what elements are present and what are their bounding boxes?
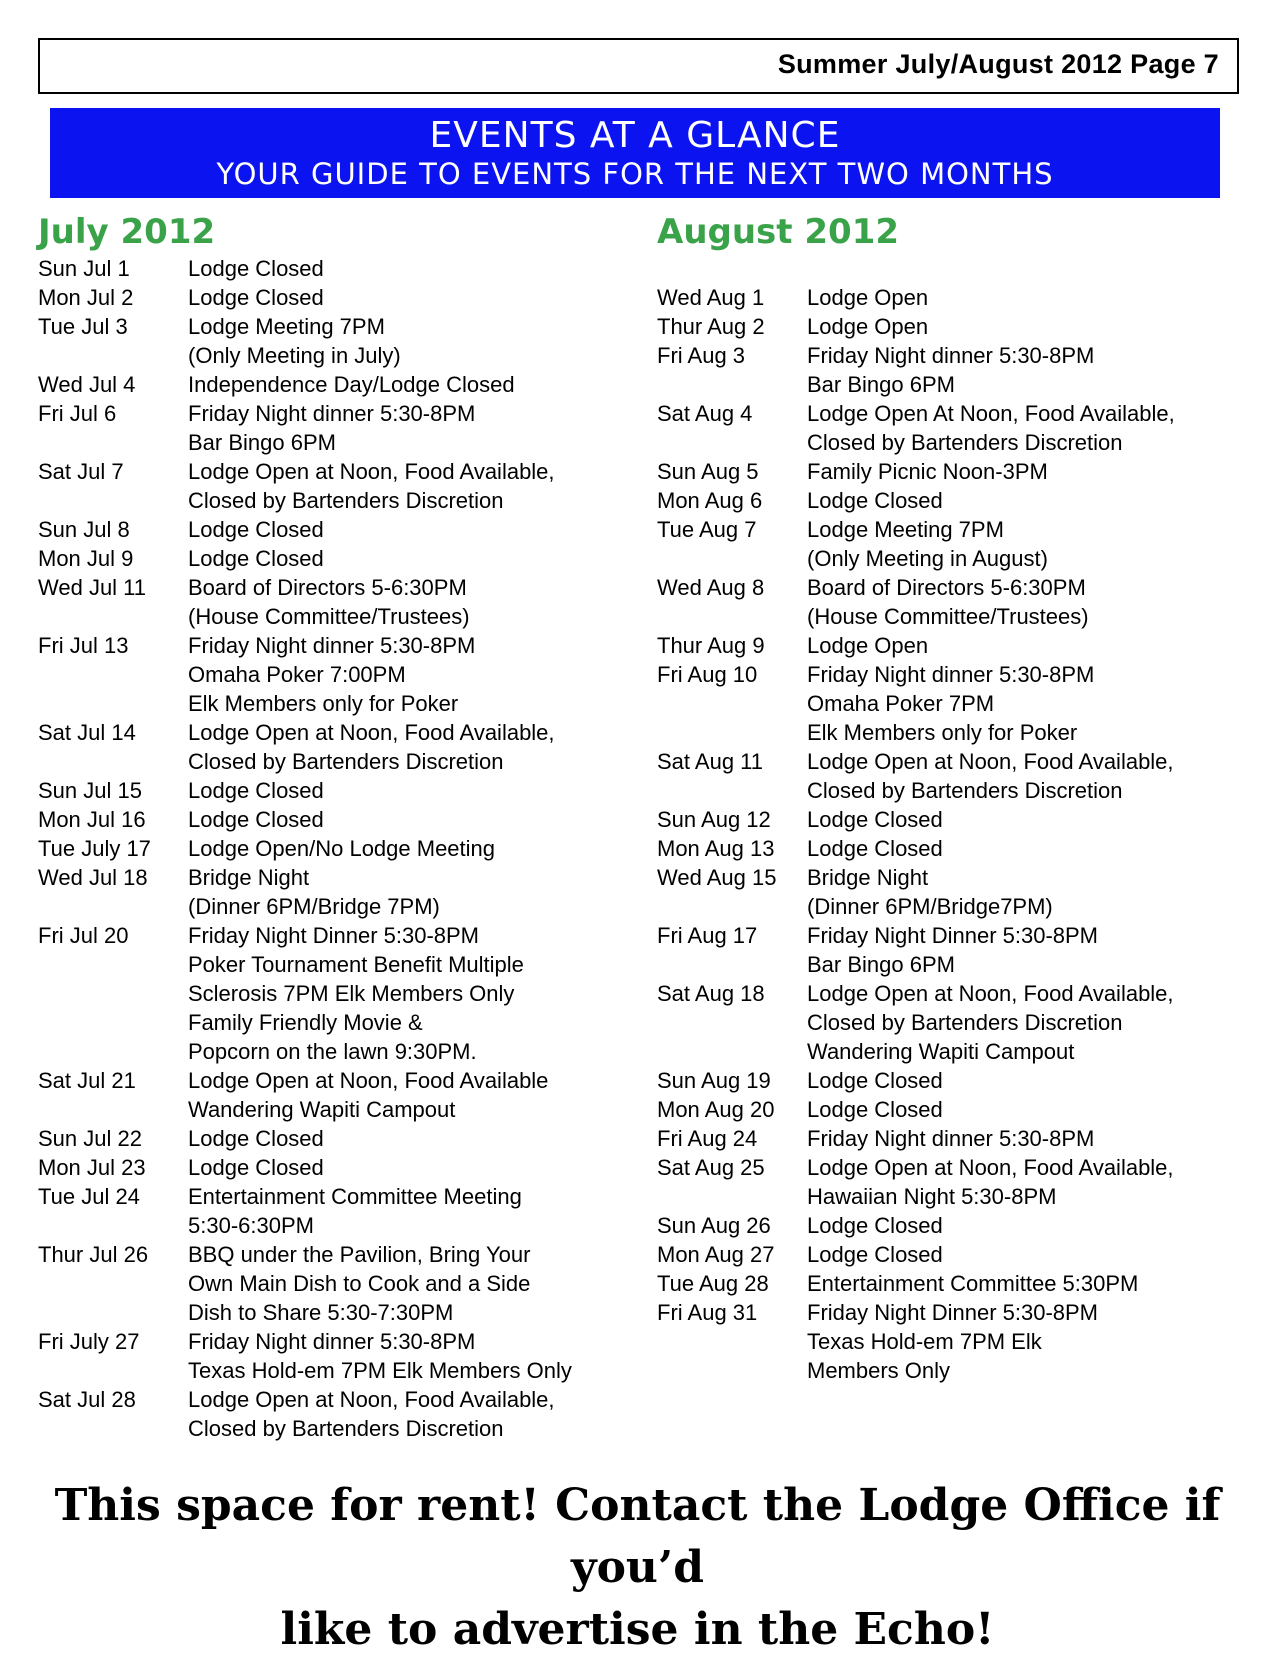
event-line: Lodge Open at Noon, Food Available, [807, 1155, 1174, 1180]
event-line: Closed by Bartenders Discretion [807, 778, 1123, 803]
event-line: Closed by Bartenders Discretion [188, 749, 504, 774]
event-line: Bar Bingo 6PM [807, 372, 955, 397]
event-description [807, 631, 1257, 660]
event-row [657, 283, 1257, 312]
event-line: Family Friendly Movie & [188, 1010, 423, 1035]
event-row [38, 283, 638, 312]
event-date: Fri July 27 [38, 1329, 140, 1354]
event-description [807, 1240, 1257, 1269]
event-line: Closed by Bartenders Discretion [807, 1010, 1123, 1035]
event-description [807, 1066, 1257, 1095]
event-line: (House Committee/Trustees) [188, 604, 470, 629]
event-date: Fri Jul 13 [38, 633, 129, 658]
event-line: (Only Meeting in August) [807, 546, 1048, 571]
event-row [657, 660, 1257, 747]
event-row [657, 1269, 1257, 1298]
event-line: 5:30-6:30PM [188, 1213, 314, 1238]
event-line: Own Main Dish to Cook and a Side [188, 1271, 531, 1296]
july-event-list [38, 254, 638, 1443]
event-date: Wed Aug 8 [657, 575, 765, 600]
event-description [807, 660, 1257, 747]
event-row [657, 486, 1257, 515]
event-line: Lodge Closed [807, 1242, 943, 1267]
event-description [188, 312, 638, 370]
event-date: Tue July 17 [38, 836, 151, 861]
event-date: Sun Aug 12 [657, 807, 771, 832]
event-row [657, 1095, 1257, 1124]
event-description [807, 805, 1257, 834]
event-line: Friday Night dinner 5:30-8PM [807, 1126, 1095, 1151]
event-line: Lodge Closed [807, 488, 943, 513]
event-line: Wandering Wapiti Campout [807, 1039, 1075, 1064]
event-row [657, 921, 1257, 979]
event-row [38, 1182, 638, 1240]
event-line: Lodge Closed [188, 285, 324, 310]
event-description [188, 1153, 638, 1182]
event-row [38, 631, 638, 718]
event-line: Lodge Meeting 7PM [188, 314, 385, 339]
event-date: Sun Jul 8 [38, 517, 130, 542]
event-description [188, 805, 638, 834]
event-line: Lodge Meeting 7PM [807, 517, 1004, 542]
event-row [38, 834, 638, 863]
event-description [188, 834, 638, 863]
event-line: Lodge Open at Noon, Food Available [188, 1068, 549, 1093]
event-description [188, 1124, 638, 1153]
event-date: Mon Jul 2 [38, 285, 134, 310]
event-line: Lodge Open at Noon, Food Available, [188, 1387, 555, 1412]
event-line: Elk Members only for Poker [188, 691, 459, 716]
event-description [188, 921, 638, 1066]
event-row [657, 312, 1257, 341]
event-date: Wed Jul 4 [38, 372, 136, 397]
event-row [657, 1153, 1257, 1211]
event-line: Texas Hold-em 7PM Elk [807, 1329, 1042, 1354]
event-description [807, 979, 1257, 1066]
event-date: Sat Aug 4 [657, 401, 753, 426]
event-description [807, 486, 1257, 515]
august-title: August 2012 [657, 212, 900, 252]
event-row [657, 1124, 1257, 1153]
event-description [188, 1182, 638, 1240]
event-date: Sun Jul 22 [38, 1126, 142, 1151]
event-date: Fri Jul 6 [38, 401, 117, 426]
page-header [38, 38, 1239, 94]
event-row [657, 979, 1257, 1066]
event-description [188, 399, 638, 457]
event-date: Fri Jul 20 [38, 923, 129, 948]
event-line: Closed by Bartenders Discretion [807, 430, 1123, 455]
event-date: Sun Aug 26 [657, 1213, 771, 1238]
event-description [807, 747, 1257, 805]
event-line: Elk Members only for Poker [807, 720, 1078, 745]
event-description [188, 544, 638, 573]
event-description [807, 457, 1257, 486]
event-date: Mon Jul 16 [38, 807, 146, 832]
event-row [38, 457, 638, 515]
event-date: Tue Jul 24 [38, 1184, 140, 1209]
event-description [807, 515, 1257, 573]
banner-title: EVENTS AT A GLANCE [429, 115, 841, 156]
event-date: Wed Aug 15 [657, 865, 777, 890]
event-line: Omaha Poker 7PM [807, 691, 995, 716]
event-date: Sun Aug 19 [657, 1068, 771, 1093]
event-row [38, 1153, 638, 1182]
event-date: Mon Jul 9 [38, 546, 134, 571]
event-date: Fri Aug 3 [657, 343, 746, 368]
banner-subtitle: YOUR GUIDE TO EVENTS FOR THE NEXT TWO MONTHS [216, 157, 1054, 191]
event-line: Board of Directors 5-6:30PM [807, 575, 1086, 600]
event-row [657, 457, 1257, 486]
event-date: Fri Aug 31 [657, 1300, 758, 1325]
event-date: Sat Jul 21 [38, 1068, 136, 1093]
event-row [657, 1240, 1257, 1269]
event-line: Friday Night Dinner 5:30-8PM [807, 923, 1099, 948]
event-row [657, 1298, 1257, 1385]
event-line: Friday Night dinner 5:30-8PM [188, 401, 476, 426]
event-row [38, 1240, 638, 1327]
event-date: Fri Aug 10 [657, 662, 758, 687]
event-line: (Dinner 6PM/Bridge7PM) [807, 894, 1053, 919]
event-description [188, 457, 638, 515]
event-line: Friday Night dinner 5:30-8PM [188, 1329, 476, 1354]
event-line: Omaha Poker 7:00PM [188, 662, 406, 687]
event-date: Mon Aug 27 [657, 1242, 775, 1267]
event-description [807, 312, 1257, 341]
event-row [38, 254, 638, 283]
event-line: BBQ under the Pavilion, Bring Your [188, 1242, 531, 1267]
event-row [38, 805, 638, 834]
event-line: Lodge Closed [188, 807, 324, 832]
event-row [657, 573, 1257, 631]
event-description [807, 399, 1257, 457]
event-line: Closed by Bartenders Discretion [188, 488, 504, 513]
event-description [807, 863, 1257, 921]
event-description [188, 1240, 638, 1327]
event-line: (Dinner 6PM/Bridge 7PM) [188, 894, 440, 919]
event-line: Friday Night dinner 5:30-8PM [807, 662, 1095, 687]
event-line: Lodge Open [807, 314, 929, 339]
event-date: Sat Aug 18 [657, 981, 765, 1006]
event-row [38, 1327, 638, 1385]
event-line: Lodge Closed [188, 546, 324, 571]
event-line: Friday Night Dinner 5:30-8PM [807, 1300, 1099, 1325]
event-row [38, 515, 638, 544]
event-row [38, 370, 638, 399]
event-description [807, 1095, 1257, 1124]
event-row [657, 834, 1257, 863]
event-line: Lodge Closed [807, 807, 943, 832]
event-row [38, 312, 638, 370]
event-date: Mon Aug 13 [657, 836, 775, 861]
event-date: Wed Jul 18 [38, 865, 148, 890]
event-line: Lodge Closed [188, 778, 324, 803]
event-date: Mon Aug 20 [657, 1097, 775, 1122]
event-row [657, 1066, 1257, 1095]
event-line: Dish to Share 5:30-7:30PM [188, 1300, 454, 1325]
event-date: Wed Aug 1 [657, 285, 765, 310]
event-description [188, 631, 638, 718]
ad-line-2: like to advertise in the Echo! [280, 1604, 995, 1655]
event-line: Closed by Bartenders Discretion [188, 1416, 504, 1441]
events-banner [50, 108, 1220, 198]
event-line: Lodge Open/No Lodge Meeting [188, 836, 496, 861]
event-row [657, 399, 1257, 457]
event-row [657, 631, 1257, 660]
event-date: Wed Jul 11 [38, 575, 147, 600]
event-date: Mon Jul 23 [38, 1155, 146, 1180]
event-line: Lodge Closed [807, 1097, 943, 1122]
event-description [807, 1298, 1257, 1385]
event-line: Lodge Open at Noon, Food Available, [188, 720, 555, 745]
event-line: Poker Tournament Benefit Multiple [188, 952, 524, 977]
event-description [188, 718, 638, 776]
event-date: Tue Aug 7 [657, 517, 757, 542]
event-line: Lodge Closed [807, 1213, 943, 1238]
page-header-text: Summer July/August 2012 Page 7 [777, 49, 1219, 79]
event-row [657, 515, 1257, 573]
event-date: Sat Aug 25 [657, 1155, 765, 1180]
event-row [657, 863, 1257, 921]
event-line: Hawaiian Night 5:30-8PM [807, 1184, 1057, 1209]
event-description [188, 370, 638, 399]
august-event-list [657, 283, 1257, 1385]
event-line: Lodge Closed [188, 517, 324, 542]
event-date: Sat Aug 11 [657, 749, 764, 774]
event-date: Sat Jul 7 [38, 459, 124, 484]
event-line: Board of Directors 5-6:30PM [188, 575, 467, 600]
event-line: Lodge Open at Noon, Food Available, [188, 459, 555, 484]
advertisement-notice [0, 1475, 1275, 1661]
event-line: Bridge Night [188, 865, 310, 890]
event-date: Sat Jul 28 [38, 1387, 136, 1412]
event-row [657, 1211, 1257, 1240]
event-line: Lodge Closed [807, 1068, 943, 1093]
event-line: Popcorn on the lawn 9:30PM. [188, 1039, 477, 1064]
event-line: Independence Day/Lodge Closed [188, 372, 515, 397]
event-date: Sun Jul 1 [38, 256, 130, 281]
july-title: July 2012 [38, 212, 216, 252]
event-date: Tue Jul 3 [38, 314, 128, 339]
event-date: Sun Aug 5 [657, 459, 759, 484]
event-description [188, 1327, 638, 1385]
event-row [38, 1066, 638, 1124]
event-date: Thur Aug 2 [657, 314, 765, 339]
event-line: Lodge Open [807, 285, 929, 310]
event-description [188, 776, 638, 805]
ad-line-1: This space for rent! Contact the Lodge Office if you’d [54, 1480, 1221, 1593]
event-date: Sat Jul 14 [38, 720, 136, 745]
event-description [188, 573, 638, 631]
event-line: Members Only [807, 1358, 951, 1383]
event-line: Entertainment Committee Meeting [188, 1184, 522, 1209]
event-line: Lodge Open [807, 633, 929, 658]
event-line: Lodge Closed [188, 1155, 324, 1180]
event-row [38, 1124, 638, 1153]
event-line: Friday Night Dinner 5:30-8PM [188, 923, 480, 948]
event-date: Fri Aug 24 [657, 1126, 758, 1151]
event-line: Bar Bingo 6PM [188, 430, 336, 455]
event-line: (Only Meeting in July) [188, 343, 401, 368]
event-line: Bar Bingo 6PM [807, 952, 955, 977]
event-line: Lodge Open at Noon, Food Available, [807, 749, 1174, 774]
event-row [38, 718, 638, 776]
event-line: Friday Night dinner 5:30-8PM [188, 633, 476, 658]
event-line: (House Committee/Trustees) [807, 604, 1089, 629]
event-description [188, 1066, 638, 1124]
event-date: Mon Aug 6 [657, 488, 763, 513]
event-description [188, 515, 638, 544]
event-line: Lodge Closed [807, 836, 943, 861]
event-row [657, 805, 1257, 834]
event-row [38, 921, 638, 1066]
event-line: Texas Hold-em 7PM Elk Members Only [188, 1358, 572, 1383]
event-date: Thur Jul 26 [38, 1242, 149, 1267]
event-line: Bridge Night [807, 865, 929, 890]
event-line: Lodge Open At Noon, Food Available, [807, 401, 1175, 426]
event-row [38, 544, 638, 573]
event-description [188, 254, 638, 283]
event-description [807, 1269, 1257, 1298]
event-line: Sclerosis 7PM Elk Members Only [188, 981, 515, 1006]
event-date: Sun Jul 15 [38, 778, 142, 803]
event-description [807, 283, 1257, 312]
event-row [657, 747, 1257, 805]
event-description [807, 921, 1257, 979]
event-description [188, 283, 638, 312]
event-line: Lodge Open at Noon, Food Available, [807, 981, 1174, 1006]
event-description [807, 573, 1257, 631]
event-row [38, 776, 638, 805]
event-date: Tue Aug 28 [657, 1271, 769, 1296]
event-line: Entertainment Committee 5:30PM [807, 1271, 1139, 1296]
event-description [188, 863, 638, 921]
event-line: Friday Night dinner 5:30-8PM [807, 343, 1095, 368]
event-date: Thur Aug 9 [657, 633, 765, 658]
event-row [38, 399, 638, 457]
event-description [807, 1124, 1257, 1153]
event-description [807, 834, 1257, 863]
event-line: Wandering Wapiti Campout [188, 1097, 456, 1122]
event-line: Lodge Closed [188, 1126, 324, 1151]
event-row [38, 573, 638, 631]
event-description [807, 341, 1257, 399]
event-row [38, 1385, 638, 1443]
event-description [188, 1385, 638, 1443]
event-line: Lodge Closed [188, 256, 324, 281]
event-row [657, 341, 1257, 399]
event-description [807, 1211, 1257, 1240]
event-row [38, 863, 638, 921]
event-description [807, 1153, 1257, 1211]
event-line: Family Picnic Noon-3PM [807, 459, 1048, 484]
event-date: Fri Aug 17 [657, 923, 758, 948]
